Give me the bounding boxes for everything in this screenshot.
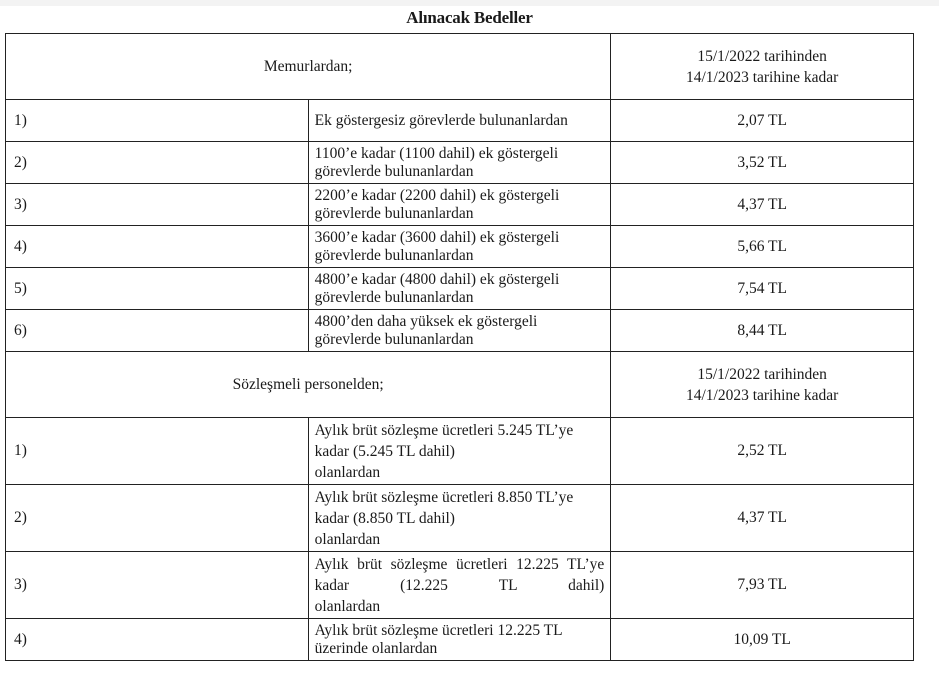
period-start: 15/1/2022 tarihinden (697, 47, 827, 65)
row-description (308, 418, 611, 485)
row-amount: 7,54 TL (611, 268, 914, 310)
row-number: 4) (6, 619, 309, 661)
table-row (6, 100, 914, 142)
row-amount: 8,44 TL (611, 310, 914, 352)
row-amount: 4,37 TL (611, 485, 914, 552)
row-number: 1) (6, 100, 309, 142)
table-row (6, 619, 914, 661)
period-end: 14/1/2023 tarihine kadar (685, 68, 839, 86)
table-row (6, 418, 914, 485)
period-header (611, 34, 914, 100)
fee-table (5, 33, 914, 661)
section-header-civil-servants (6, 34, 914, 100)
row-amount: 3,52 TL (611, 142, 914, 184)
section-heading: Sözleşmeli personelden; (6, 352, 611, 418)
section-header-contract-staff (6, 352, 914, 418)
row-number: 3) (6, 184, 309, 226)
table-row (6, 142, 914, 184)
document-title: Alınacak Bedeller (406, 8, 533, 27)
row-description: 1100’e kadar (1100 dahil) ek göstergeli görevlerde bulunanlardan (308, 142, 611, 184)
table-row (6, 268, 914, 310)
table-row (6, 226, 914, 268)
row-description-line: Aylık brüt sözleşme ücretleri 5.245 TL’ye kadar (5.245 TL dahil) (314, 421, 574, 460)
row-description: Aylık brüt sözleşme ücretleri 12.225 TL üzerinde olanlardan (308, 619, 611, 661)
row-number: 2) (6, 142, 309, 184)
row-description: Ek göstergesiz görevlerde bulunanlardan (308, 100, 611, 142)
row-description-line: olanlardan (314, 463, 381, 481)
row-number: 1) (6, 418, 309, 485)
row-description (308, 552, 611, 619)
table-row (6, 184, 914, 226)
row-number: 3) (6, 552, 309, 619)
row-description-line: Aylık brüt sözleşme ücretleri 8.850 TL’ye kadar (8.850 TL dahil) (314, 488, 574, 527)
period-end: 14/1/2023 tarihine kadar (685, 386, 839, 404)
row-description (308, 485, 611, 552)
section-heading: Memurlardan; (6, 34, 611, 100)
row-description-line: olanlardan (314, 597, 381, 615)
row-amount: 10,09 TL (611, 619, 914, 661)
period-header (611, 352, 914, 418)
row-number: 6) (6, 310, 309, 352)
row-description: 4800’den daha yüksek ek göstergeli görevlerde bulunanlardan (308, 310, 611, 352)
row-amount: 4,37 TL (611, 184, 914, 226)
row-description-line: Aylık brüt sözleşme ücretleri 12.225 TL’ye kadar (12.225 TL dahil) (314, 555, 605, 594)
row-amount: 2,52 TL (611, 418, 914, 485)
row-description: 2200’e kadar (2200 dahil) ek göstergeli görevlerde bulunanlardan (308, 184, 611, 226)
row-description-line: olanlardan (314, 530, 381, 548)
table-row (6, 485, 914, 552)
row-description: 4800’e kadar (4800 dahil) ek göstergeli görevlerde bulunanlardan (308, 268, 611, 310)
row-number: 5) (6, 268, 309, 310)
table-row (6, 552, 914, 619)
period-start: 15/1/2022 tarihinden (697, 365, 827, 383)
row-number: 4) (6, 226, 309, 268)
row-number: 2) (6, 485, 309, 552)
row-amount: 7,93 TL (611, 552, 914, 619)
row-amount: 5,66 TL (611, 226, 914, 268)
row-description: 3600’e kadar (3600 dahil) ek göstergeli görevlerde bulunanlardan (308, 226, 611, 268)
row-amount: 2,07 TL (611, 100, 914, 142)
table-row (6, 310, 914, 352)
